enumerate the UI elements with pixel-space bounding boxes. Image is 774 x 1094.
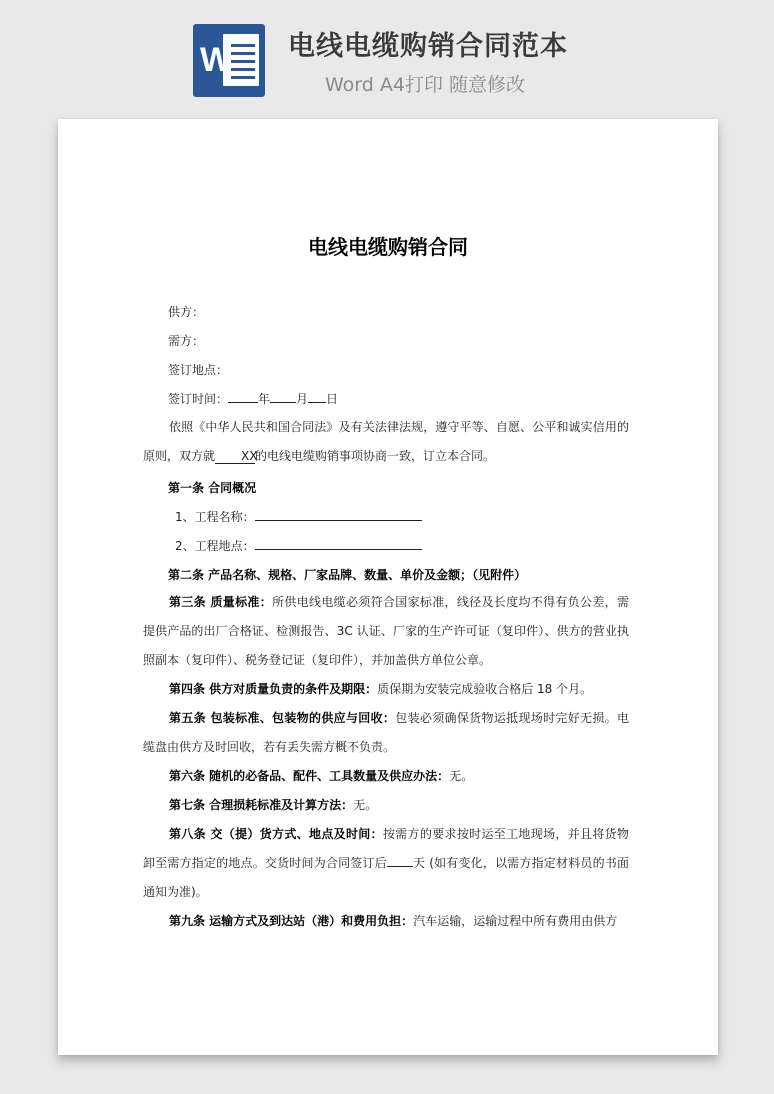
- article-1-item-1: [175, 508, 422, 525]
- header-subtitle: Word A4打印 随意修改: [325, 74, 526, 96]
- article-8: [143, 820, 629, 907]
- article-2-heading: 第二条 产品名称、规格、厂家品牌、数量、单价及金额；（见附件）: [168, 568, 527, 582]
- intro-text-2: 的电线电缆购销事项协商一致，订立本合同。: [255, 449, 496, 463]
- sign-place-label: 签订地点：: [168, 363, 229, 377]
- project-name-blank: [255, 508, 422, 521]
- article-9: [143, 907, 629, 936]
- article-5: [143, 704, 629, 762]
- supplier-label: 供方：: [168, 305, 205, 319]
- month-blank: [270, 390, 296, 403]
- project-name-label: 1、工程名称：: [175, 510, 255, 524]
- logo-line: [231, 68, 255, 71]
- article-6-body: 无。: [449, 769, 474, 783]
- page-header: [0, 0, 774, 110]
- article-4-body: 质保期为安装完成验收合格后 18 个月。: [377, 682, 593, 696]
- article-1-item-2: [175, 537, 422, 554]
- article-3-heading: 第三条 质量标准：: [169, 595, 273, 609]
- logo-line: [231, 60, 255, 63]
- article-9-heading: 第九条 运输方式及到达站（港）和费用负担：: [169, 914, 414, 928]
- day-label: 日: [326, 392, 339, 406]
- article-8-body-2: 天 (如有变化，以需方指定材料员的书面通知为准)。: [143, 856, 629, 899]
- intro-xx: XX: [215, 449, 255, 464]
- article-3-body: 所供电线电缆必须符合国家标准，线径及长度均不得有负公差，需提供产品的出厂合格证、检测报告、3C 认证、厂家的生产许可证（复印件）、供方的营业执照副本（复印件）、税务登记证（复印件），并加盖供方单位公章。: [143, 595, 629, 667]
- logo-line: [231, 52, 255, 55]
- article-6: [143, 762, 629, 791]
- year-label: 年: [258, 392, 271, 406]
- article-8-heading: 第八条 交（提）货方式、地点及时间：: [169, 827, 383, 841]
- article-8-body-1: 按需方的要求按时运至工地现场，并且将货物卸至需方指定的地点。交货时间为合同签订后: [143, 827, 629, 870]
- word-document-icon: [193, 24, 265, 97]
- article-9-body: 汽车运输，运输过程中所有费用由供方: [413, 914, 618, 928]
- intro-paragraph: [143, 413, 629, 471]
- article-4-heading: 第四条 供方对质量负责的条件及期限：: [169, 682, 378, 696]
- buyer-line: [168, 332, 204, 349]
- article-1-heading: 第一条 合同概况: [168, 481, 257, 495]
- sign-place-line: [168, 361, 228, 378]
- article-7: [143, 791, 629, 820]
- document-page: [58, 119, 718, 1055]
- project-location-label: 2、工程地点：: [175, 539, 255, 553]
- article-4: [143, 675, 629, 704]
- project-location-blank: [255, 537, 422, 550]
- article-7-body: 无。: [353, 798, 378, 812]
- article-1-title: [168, 479, 256, 496]
- logo-line: [231, 44, 255, 47]
- intro-text-1: 依照《中华人民共和国合同法》及有关法律法规，遵守平等、自愿、公平和诚实信用的原则，双方就: [143, 420, 629, 463]
- article-2: [168, 566, 526, 583]
- document-title: 电线电缆购销合同: [308, 235, 468, 259]
- article-5-heading: 第五条 包装标准、包装物的供应与回收：: [169, 711, 396, 725]
- sign-time-line: [168, 390, 338, 407]
- year-blank: [228, 390, 258, 403]
- delivery-days-blank: [387, 854, 413, 867]
- logo-line: [231, 76, 255, 79]
- sign-time-label: 签订时间：: [168, 392, 229, 406]
- article-6-heading: 第六条 随机的必备品、配件、工具数量及供应办法：: [169, 769, 450, 783]
- header-title: 电线电缆购销合同范本: [288, 31, 568, 62]
- buyer-label: 需方：: [168, 334, 205, 348]
- article-3: [143, 588, 629, 675]
- logo-letter: W: [199, 41, 233, 79]
- article-5-body: 包装必须确保货物运抵现场时完好无损。电缆盘由供方及时回收，若有丢失需方概不负责。: [143, 711, 629, 754]
- day-blank: [308, 390, 326, 403]
- supplier-line: [168, 303, 204, 320]
- article-7-heading: 第七条 合理损耗标准及计算方法：: [169, 798, 354, 812]
- month-label: 月: [296, 392, 309, 406]
